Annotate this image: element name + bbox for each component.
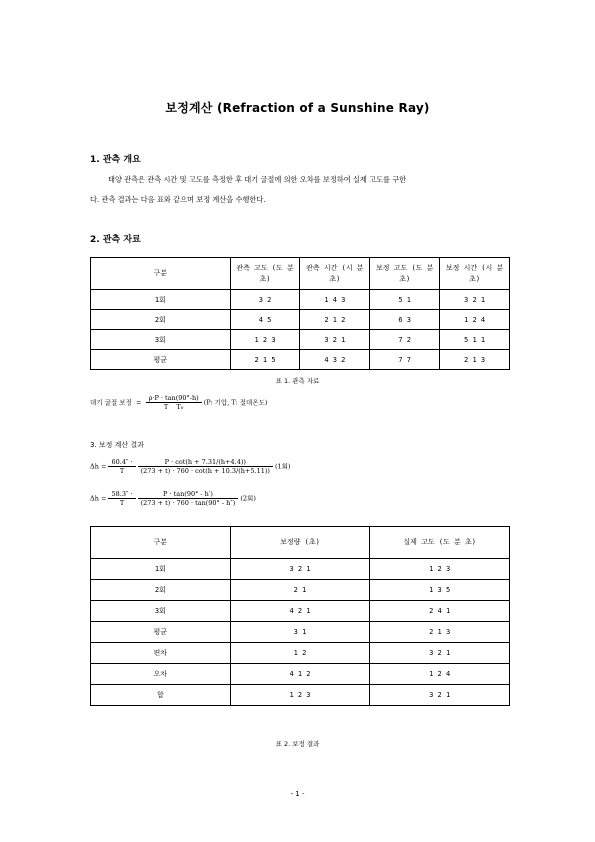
- table-cell: 7 2: [370, 330, 440, 350]
- table-row: [91, 350, 510, 370]
- section-3-heading: 3. 보정 계산 결과: [90, 441, 144, 449]
- column-header: 보정 고도 (도 분 초): [370, 258, 440, 290]
- equation-numerator: 58.3″ ·: [108, 490, 135, 499]
- table-row: [91, 290, 510, 310]
- equation-denominator: T₀: [176, 403, 184, 411]
- section-1-paragraph: [90, 170, 510, 210]
- section-2-heading: 2. 관측 자료: [90, 235, 141, 245]
- equation-fraction: [108, 490, 135, 507]
- table-2-caption: 표 2. 보정 결과: [275, 740, 320, 748]
- table-cell: 3회: [91, 330, 231, 350]
- equation-1: 대기 굴절 보정 = $\frac{\rho\cdot P \cdot \tan(90^\circ-h)}{\text{T T₀}}$ (P: 기압, T: 절대온도): [90, 394, 268, 411]
- table-cell: 7 7: [370, 350, 440, 370]
- table-cell: 2 1 5: [230, 350, 300, 370]
- equation-denominator: T: [119, 499, 125, 507]
- table-cell: 6 3: [370, 310, 440, 330]
- table-cell: 2 1 2: [300, 310, 370, 330]
- table-1-caption: 표 1. 관측 자료: [275, 377, 320, 385]
- table-cell: 합: [91, 685, 231, 706]
- table-cell: 1 2 4: [370, 664, 510, 685]
- column-header: 구분: [91, 527, 231, 559]
- table-cell: 1 2: [230, 643, 370, 664]
- page-number: - 1 -: [290, 790, 305, 798]
- equation-fraction: [138, 490, 239, 507]
- paragraph-line-1: 태양 관측은 관측 시간 및 고도를 측정한 후 대기 굴절에 의한 오차를 보정하여 실제 고도를 구한: [108, 175, 407, 184]
- result-table: [90, 526, 510, 706]
- table-cell: 1 3 5: [370, 580, 510, 601]
- table-cell: 평균: [91, 350, 231, 370]
- observation-table: [90, 257, 510, 370]
- equation-numerator: ρ·P · tan(90°-h): [146, 394, 202, 403]
- equation-fraction: [146, 394, 202, 411]
- table-cell: 1 2 3: [230, 330, 300, 350]
- table-cell: 5 1 1: [440, 330, 510, 350]
- equation-denominator: (273 + t) · 760 · cot(h + 10.3/(h+5.11)): [140, 467, 270, 475]
- equation-rhs: (P: 기압, T: 절대온도): [203, 398, 268, 407]
- table-header-row: [91, 527, 510, 559]
- table-cell: 1 4 3: [300, 290, 370, 310]
- table-cell: 1 2 4: [440, 310, 510, 330]
- table-cell: 편차: [91, 643, 231, 664]
- equation-3: [90, 490, 256, 507]
- table-cell: 4 1 2: [230, 664, 370, 685]
- table-row: [91, 664, 510, 685]
- table-header-row: [91, 258, 510, 290]
- document-title: 보정계산 (Refraction of a Sunshine Ray): [165, 101, 430, 115]
- table-cell: 1회: [91, 290, 231, 310]
- equation-denominator: T: [163, 403, 169, 411]
- table-cell: 2 4 1: [370, 601, 510, 622]
- equation-numerator: P · cot(h + 7.31/(h+4.4)): [138, 458, 273, 467]
- table-cell: 1 2 3: [230, 685, 370, 706]
- table-cell: 평균: [91, 622, 231, 643]
- table-cell: 3 2 1: [370, 685, 510, 706]
- table-cell: 3 1: [230, 622, 370, 643]
- table-cell: 2 1 3: [370, 622, 510, 643]
- table-row: [91, 601, 510, 622]
- table-cell: 오차: [91, 664, 231, 685]
- table-cell: 3회: [91, 601, 231, 622]
- table-cell: 3 2 1: [370, 643, 510, 664]
- equation-prefix: Δh =: [90, 494, 107, 503]
- equation-lhs: 대기 굴절 보정: [90, 398, 132, 407]
- table-cell: 2 1: [230, 580, 370, 601]
- table-row: [91, 622, 510, 643]
- table-cell: 3 2 1: [230, 559, 370, 580]
- table-cell: 5 1: [370, 290, 440, 310]
- table-row: [91, 580, 510, 601]
- table-cell: 3 2: [230, 290, 300, 310]
- table-row: [91, 330, 510, 350]
- equation-2: [90, 458, 291, 475]
- table-row: [91, 643, 510, 664]
- equation-prefix: Δh =: [90, 462, 107, 471]
- column-header: 관측 고도 (도 분 초): [230, 258, 300, 290]
- table-cell: 3 2 1: [440, 290, 510, 310]
- table-cell: 2 1 3: [440, 350, 510, 370]
- column-header: 구분: [91, 258, 231, 290]
- column-header: 보정 시간 (시 분 초): [440, 258, 510, 290]
- table-cell: 3 2 1: [300, 330, 370, 350]
- equation-suffix: (1회): [275, 462, 291, 471]
- table-cell: 4 2 1: [230, 601, 370, 622]
- equation-suffix: (2회): [240, 494, 256, 503]
- column-header: 관측 시간 (시 분 초): [300, 258, 370, 290]
- section-1-heading: 1. 관측 개요: [90, 155, 141, 165]
- column-header: 실제 고도 (도 분 초): [370, 527, 510, 559]
- column-header: 보정량 (초): [230, 527, 370, 559]
- table-cell: 1회: [91, 559, 231, 580]
- equation-denominator: (273 + t) · 760 · tan(90° - h″): [140, 499, 236, 507]
- table-row: [91, 559, 510, 580]
- equation-denominator: T: [119, 467, 125, 475]
- paragraph-line-2: 다. 관측 결과는 다음 표와 같으며 보정 계산을 수행한다.: [90, 195, 266, 204]
- table-cell: 4 5: [230, 310, 300, 330]
- equation-numerator: 60.4″ ·: [108, 458, 135, 467]
- equation-numerator: P · tan(90° - h′): [138, 490, 239, 499]
- table-row: [91, 310, 510, 330]
- table-row: [91, 685, 510, 706]
- equation-fraction: [138, 458, 273, 475]
- table-cell: 2회: [91, 310, 231, 330]
- table-cell: 4 3 2: [300, 350, 370, 370]
- table-cell: 1 2 3: [370, 559, 510, 580]
- equation-fraction: [108, 458, 135, 475]
- table-cell: 2회: [91, 580, 231, 601]
